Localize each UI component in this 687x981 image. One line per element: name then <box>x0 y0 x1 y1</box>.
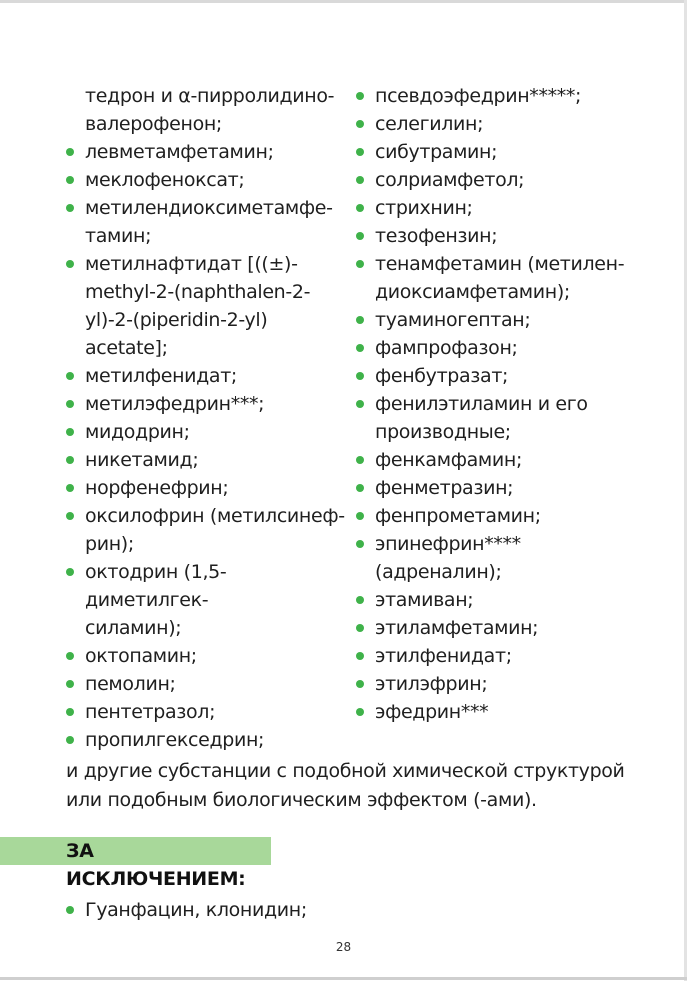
list-item: фенкамфамин; <box>356 446 646 474</box>
list-item: псевдоэфедрин*****; <box>356 82 646 110</box>
list-item: Гуанфацин, клонидин; <box>66 896 466 924</box>
list-item: сибутрамин; <box>356 138 646 166</box>
list-item: метилфенидат; <box>66 362 346 390</box>
list-item: октодрин (1,5-диметилгек- силамин); <box>66 558 346 642</box>
list-item: меклофеноксат; <box>66 166 346 194</box>
list-item: октопамин; <box>66 642 346 670</box>
list-item: этиламфетамин; <box>356 614 646 642</box>
list-item: фенметразин; <box>356 474 646 502</box>
list-item: фампрофазон; <box>356 334 646 362</box>
list-item: никетамид; <box>66 446 346 474</box>
list-item: туаминогептан; <box>356 306 646 334</box>
list-item: метилендиоксиметамфе- тамин; <box>66 194 346 250</box>
list-item: тезофензин; <box>356 222 646 250</box>
exception-heading: ЗА ИСКЛЮЧЕНИЕМ: <box>66 840 246 890</box>
list-item: эпинефрин**** (адреналин); <box>356 530 646 586</box>
list-item: селегилин; <box>356 110 646 138</box>
list-item: тенамфетамин (метилен- диоксиамфетамин); <box>356 250 646 306</box>
page-bottom-border <box>0 977 687 980</box>
list-item: метилнафтидат [((±)- methyl-2-(naphthalen-2- yl)-2-(piperidin-2-yl) acetate]; <box>66 250 346 362</box>
page-number: 28 <box>335 940 352 954</box>
page-top-border <box>0 0 687 3</box>
list-item: тедрон и α-пирролидино- валерофенон; <box>85 85 335 135</box>
list-item: этилфенидат; <box>356 642 646 670</box>
list-item: оксилофрин (метилсинеф- рин); <box>66 502 346 558</box>
list-item: фенпрометамин; <box>356 502 646 530</box>
list-item: метилэфедрин***; <box>66 390 346 418</box>
list-item: фенилэтиламин и его производные; <box>356 390 646 446</box>
exception-heading-band <box>0 837 271 890</box>
closing-paragraph: и другие субстанции с подобной химической структурой или подобным биологическим эффектом (-ами). <box>66 760 625 811</box>
list-item: фенбутразат; <box>356 362 646 390</box>
list-item: норфенефрин; <box>66 474 346 502</box>
left-substance-list <box>66 82 346 754</box>
right-substance-list <box>356 82 646 726</box>
exception-list <box>66 896 466 924</box>
list-item: пропилгекседрин; <box>66 726 346 754</box>
list-item: пентетразол; <box>66 698 346 726</box>
list-item: эфедрин*** <box>356 698 646 726</box>
list-item: стрихнин; <box>356 194 646 222</box>
list-item: левметамфетамин; <box>66 138 346 166</box>
list-item: солриамфетол; <box>356 166 646 194</box>
list-item: этамиван; <box>356 586 646 614</box>
list-item: пемолин; <box>66 670 346 698</box>
list-item: мидодрин; <box>66 418 346 446</box>
list-item: этилэфрин; <box>356 670 646 698</box>
